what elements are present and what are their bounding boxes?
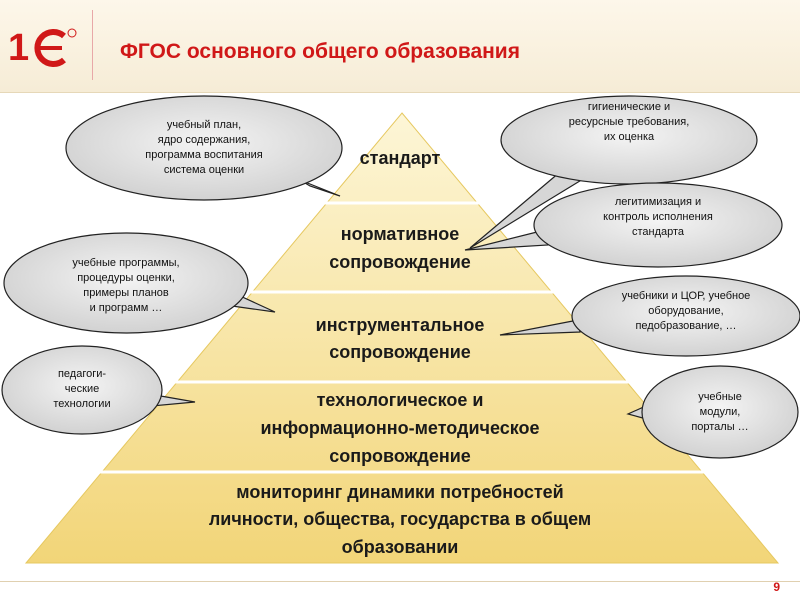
callout-text: система оценки: [163, 164, 245, 176]
callout-curriculum: [66, 96, 342, 200]
callout-text: технологии: [53, 398, 111, 410]
callout-text: модули,: [699, 406, 741, 418]
footer-divider: [0, 581, 800, 582]
callout-text: гигиенические и: [587, 101, 671, 113]
callout-text: ядро содержания,: [157, 134, 251, 146]
callout-text: процедуры оценки,: [77, 272, 175, 284]
callout-text: легитимизация и: [614, 196, 702, 208]
callout-text: контроль исполнения: [603, 211, 713, 223]
pyramid-level-text: инструментальное: [315, 315, 485, 335]
callout-text: программа воспитания: [145, 149, 263, 161]
callout-text: примеры планов: [83, 287, 169, 299]
pyramid-level-text: образовании: [341, 537, 459, 557]
callout-text: их оценка: [603, 131, 655, 143]
page-number: 9: [773, 580, 780, 594]
callout-text: оборудование,: [648, 305, 724, 317]
callout-text: учебные программы,: [72, 257, 180, 269]
pyramid-level-text: нормативное: [340, 224, 460, 244]
pyramid-level-text: технологическое и: [316, 390, 484, 410]
callout-text: учебники и ЦОР, учебное: [621, 290, 751, 302]
pyramid-level-text: сопровождение: [329, 446, 471, 466]
callout-text: ческие: [64, 383, 100, 395]
callout-text: педагоги-: [57, 368, 107, 380]
callout-text: и программ …: [89, 302, 163, 314]
callout-text: педобразование, …: [635, 320, 737, 332]
pyramid-level-text: сопровождение: [329, 252, 471, 272]
pyramid-level-1: [360, 148, 441, 168]
callout-text: порталы …: [691, 421, 749, 433]
callout-bubble: [66, 96, 342, 200]
callout-text: учебный план,: [166, 119, 242, 131]
pyramid-level-text: сопровождение: [329, 342, 471, 362]
callout-text: стандарта: [631, 226, 685, 238]
slide-title: ФГОС основного общего образования: [120, 40, 520, 63]
pyramid-level-text: личности, общества, государства в общем: [208, 509, 592, 529]
svg-text:1: 1: [8, 27, 30, 69]
pyramid-level-text: мониторинг динамики потребностей: [236, 482, 564, 502]
callout-text: ресурсные требования,: [568, 116, 690, 128]
callout-text: учебные: [698, 391, 742, 403]
pyramid-level-text: стандарт: [359, 148, 441, 168]
pyramid-level-text: информационно-методическое: [260, 418, 540, 438]
